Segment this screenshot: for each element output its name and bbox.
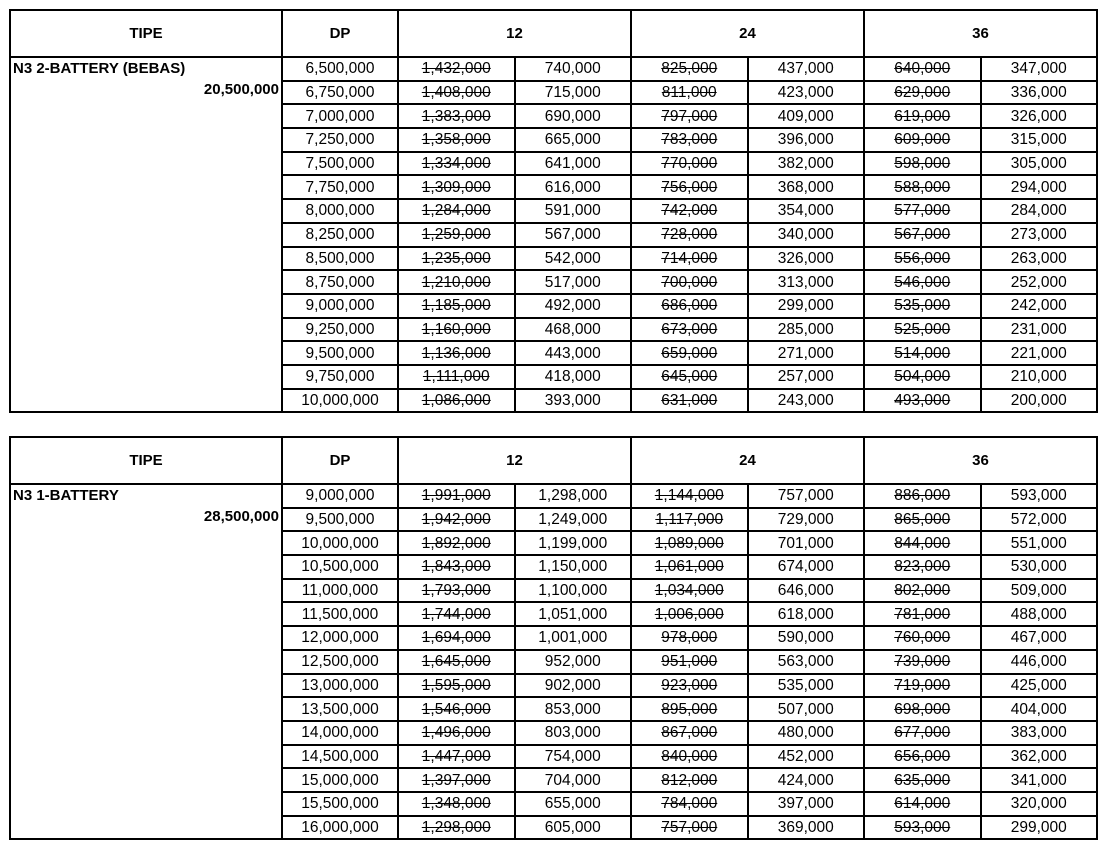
- tenor-36-installment: 336,000: [981, 81, 1098, 105]
- tenor-12-installment: 754,000: [515, 745, 632, 769]
- tenor-12-old-installment: 1,210,000: [398, 270, 515, 294]
- dp-value: 13,000,000: [282, 674, 398, 698]
- tenor-24-old-installment: 783,000: [631, 128, 748, 152]
- tenor-36-old-installment: 546,000: [864, 270, 981, 294]
- tenor-36-installment: 347,000: [981, 57, 1098, 81]
- tenor-24-installment: 423,000: [748, 81, 865, 105]
- dp-value: 10,500,000: [282, 555, 398, 579]
- tenor-12-old-installment: 1,991,000: [398, 484, 515, 508]
- tenor-12-installment: 655,000: [515, 792, 632, 816]
- tenor-36-installment: 200,000: [981, 389, 1098, 413]
- tenor-12-installment: 665,000: [515, 128, 632, 152]
- tenor-12-old-installment: 1,496,000: [398, 721, 515, 745]
- dp-value: 8,250,000: [282, 223, 398, 247]
- header-tenor-24: 24: [631, 437, 864, 484]
- tenor-24-installment: 674,000: [748, 555, 865, 579]
- tenor-36-old-installment: 719,000: [864, 674, 981, 698]
- tenor-24-installment: 757,000: [748, 484, 865, 508]
- tenor-12-installment: 492,000: [515, 294, 632, 318]
- tenor-12-installment: 1,150,000: [515, 555, 632, 579]
- tenor-12-installment: 605,000: [515, 816, 632, 840]
- tenor-36-old-installment: 556,000: [864, 247, 981, 271]
- price-table-n3-1-battery: [9, 436, 1098, 840]
- tenor-12-old-installment: 1,793,000: [398, 579, 515, 603]
- tenor-36-old-installment: 886,000: [864, 484, 981, 508]
- tenor-12-old-installment: 1,111,000: [398, 365, 515, 389]
- tenor-36-installment: 305,000: [981, 152, 1098, 176]
- tenor-24-installment: 369,000: [748, 816, 865, 840]
- tenor-12-old-installment: 1,298,000: [398, 816, 515, 840]
- tenor-12-old-installment: 1,136,000: [398, 341, 515, 365]
- tenor-24-old-installment: 825,000: [631, 57, 748, 81]
- tenor-24-old-installment: 797,000: [631, 104, 748, 128]
- tenor-24-installment: 285,000: [748, 318, 865, 342]
- tenor-12-installment: 1,051,000: [515, 602, 632, 626]
- tenor-36-old-installment: 802,000: [864, 579, 981, 603]
- dp-value: 7,250,000: [282, 128, 398, 152]
- tenor-36-installment: 284,000: [981, 199, 1098, 223]
- header-tenor-24: 24: [631, 10, 864, 57]
- header-tipe: TIPE: [10, 437, 282, 484]
- dp-value: 10,000,000: [282, 389, 398, 413]
- tenor-36-old-installment: 593,000: [864, 816, 981, 840]
- tenor-12-installment: 715,000: [515, 81, 632, 105]
- tenor-24-old-installment: 951,000: [631, 650, 748, 674]
- tenor-24-installment: 299,000: [748, 294, 865, 318]
- tenor-24-installment: 701,000: [748, 531, 865, 555]
- header-row: [10, 437, 1097, 484]
- tipe-cell: [10, 57, 282, 412]
- tenor-24-old-installment: 728,000: [631, 223, 748, 247]
- tenor-24-installment: 243,000: [748, 389, 865, 413]
- tenor-24-old-installment: 757,000: [631, 816, 748, 840]
- tenor-12-installment: 740,000: [515, 57, 632, 81]
- tenor-24-old-installment: 700,000: [631, 270, 748, 294]
- tenor-36-old-installment: 844,000: [864, 531, 981, 555]
- header-tenor-12: 12: [398, 10, 631, 57]
- tenor-24-old-installment: 1,117,000: [631, 508, 748, 532]
- tenor-12-installment: 853,000: [515, 697, 632, 721]
- tenor-36-installment: 530,000: [981, 555, 1098, 579]
- tenor-36-installment: 341,000: [981, 768, 1098, 792]
- tenor-24-installment: 507,000: [748, 697, 865, 721]
- tenor-36-installment: 252,000: [981, 270, 1098, 294]
- dp-value: 6,500,000: [282, 57, 398, 81]
- tenor-24-old-installment: 659,000: [631, 341, 748, 365]
- tenor-36-installment: 273,000: [981, 223, 1098, 247]
- tenor-24-installment: 480,000: [748, 721, 865, 745]
- tenor-24-old-installment: 1,006,000: [631, 602, 748, 626]
- tenor-12-installment: 803,000: [515, 721, 632, 745]
- tenor-36-installment: 362,000: [981, 745, 1098, 769]
- type-price: 20,500,000: [203, 81, 279, 98]
- tenor-24-installment: 618,000: [748, 602, 865, 626]
- tenor-12-old-installment: 1,694,000: [398, 626, 515, 650]
- tenor-36-old-installment: 640,000: [864, 57, 981, 81]
- tenor-24-installment: 397,000: [748, 792, 865, 816]
- tenor-24-old-installment: 673,000: [631, 318, 748, 342]
- tenor-12-installment: 902,000: [515, 674, 632, 698]
- dp-value: 11,500,000: [282, 602, 398, 626]
- tenor-36-old-installment: 588,000: [864, 175, 981, 199]
- dp-value: 8,500,000: [282, 247, 398, 271]
- tenor-24-old-installment: 867,000: [631, 721, 748, 745]
- dp-value: 14,500,000: [282, 745, 398, 769]
- tenor-36-installment: 425,000: [981, 674, 1098, 698]
- header-tipe: TIPE: [10, 10, 282, 57]
- dp-value: 7,000,000: [282, 104, 398, 128]
- tenor-12-installment: 690,000: [515, 104, 632, 128]
- tenor-12-old-installment: 1,432,000: [398, 57, 515, 81]
- price-table-n3-2-battery: [9, 9, 1098, 413]
- tenor-24-installment: 396,000: [748, 128, 865, 152]
- tenor-24-old-installment: 784,000: [631, 792, 748, 816]
- tenor-12-old-installment: 1,334,000: [398, 152, 515, 176]
- tenor-24-old-installment: 756,000: [631, 175, 748, 199]
- tenor-36-installment: 263,000: [981, 247, 1098, 271]
- tenor-12-installment: 1,249,000: [515, 508, 632, 532]
- tenor-36-installment: 467,000: [981, 626, 1098, 650]
- tenor-36-old-installment: 677,000: [864, 721, 981, 745]
- tenor-36-installment: 488,000: [981, 602, 1098, 626]
- tenor-36-old-installment: 635,000: [864, 768, 981, 792]
- tenor-12-old-installment: 1,284,000: [398, 199, 515, 223]
- tenor-24-installment: 340,000: [748, 223, 865, 247]
- dp-value: 12,500,000: [282, 650, 398, 674]
- tenor-36-installment: 242,000: [981, 294, 1098, 318]
- tenor-12-installment: 517,000: [515, 270, 632, 294]
- tenor-36-old-installment: 567,000: [864, 223, 981, 247]
- tenor-12-old-installment: 1,408,000: [398, 81, 515, 105]
- table-row: [10, 484, 1097, 508]
- dp-value: 9,000,000: [282, 484, 398, 508]
- tenor-36-old-installment: 698,000: [864, 697, 981, 721]
- tenor-24-installment: 437,000: [748, 57, 865, 81]
- tenor-12-old-installment: 1,892,000: [398, 531, 515, 555]
- dp-value: 9,500,000: [282, 341, 398, 365]
- tenor-24-installment: 326,000: [748, 247, 865, 271]
- tenor-24-installment: 729,000: [748, 508, 865, 532]
- header-tenor-36: 36: [864, 10, 1097, 57]
- tenor-12-installment: 616,000: [515, 175, 632, 199]
- tenor-12-old-installment: 1,942,000: [398, 508, 515, 532]
- dp-value: 9,500,000: [282, 508, 398, 532]
- tenor-12-old-installment: 1,645,000: [398, 650, 515, 674]
- tenor-12-old-installment: 1,397,000: [398, 768, 515, 792]
- tenor-12-old-installment: 1,358,000: [398, 128, 515, 152]
- tenor-36-old-installment: 629,000: [864, 81, 981, 105]
- dp-value: 8,000,000: [282, 199, 398, 223]
- tenor-36-old-installment: 504,000: [864, 365, 981, 389]
- tenor-12-old-installment: 1,348,000: [398, 792, 515, 816]
- tenor-24-old-installment: 923,000: [631, 674, 748, 698]
- dp-value: 11,000,000: [282, 579, 398, 603]
- tipe-cell: [10, 484, 282, 839]
- tenor-36-installment: 551,000: [981, 531, 1098, 555]
- dp-value: 7,500,000: [282, 152, 398, 176]
- tenor-24-installment: 313,000: [748, 270, 865, 294]
- header-dp: DP: [282, 10, 398, 57]
- tenor-12-installment: 468,000: [515, 318, 632, 342]
- tenor-12-old-installment: 1,383,000: [398, 104, 515, 128]
- dp-value: 15,000,000: [282, 768, 398, 792]
- tenor-24-installment: 354,000: [748, 199, 865, 223]
- tenor-24-installment: 368,000: [748, 175, 865, 199]
- tenor-12-installment: 1,199,000: [515, 531, 632, 555]
- dp-value: 6,750,000: [282, 81, 398, 105]
- tenor-24-old-installment: 895,000: [631, 697, 748, 721]
- dp-value: 16,000,000: [282, 816, 398, 840]
- tenor-12-installment: 418,000: [515, 365, 632, 389]
- tenor-12-old-installment: 1,447,000: [398, 745, 515, 769]
- dp-value: 9,750,000: [282, 365, 398, 389]
- tenor-24-installment: 257,000: [748, 365, 865, 389]
- tenor-12-old-installment: 1,546,000: [398, 697, 515, 721]
- tenor-24-old-installment: 1,144,000: [631, 484, 748, 508]
- tenor-24-installment: 563,000: [748, 650, 865, 674]
- tenor-12-installment: 542,000: [515, 247, 632, 271]
- tenor-36-old-installment: 619,000: [864, 104, 981, 128]
- tenor-12-installment: 704,000: [515, 768, 632, 792]
- dp-value: 8,750,000: [282, 270, 398, 294]
- tenor-12-installment: 443,000: [515, 341, 632, 365]
- tenor-36-installment: 446,000: [981, 650, 1098, 674]
- tenor-12-installment: 567,000: [515, 223, 632, 247]
- tenor-24-installment: 646,000: [748, 579, 865, 603]
- dp-value: 10,000,000: [282, 531, 398, 555]
- tenor-36-old-installment: 656,000: [864, 745, 981, 769]
- tenor-24-installment: 452,000: [748, 745, 865, 769]
- header-tenor-12: 12: [398, 437, 631, 484]
- tenor-36-old-installment: 577,000: [864, 199, 981, 223]
- tenor-24-old-installment: 1,061,000: [631, 555, 748, 579]
- dp-value: 7,750,000: [282, 175, 398, 199]
- tenor-12-old-installment: 1,843,000: [398, 555, 515, 579]
- tenor-12-installment: 393,000: [515, 389, 632, 413]
- type-name: N3 2-BATTERY (BEBAS): [13, 60, 186, 77]
- tenor-12-installment: 1,001,000: [515, 626, 632, 650]
- tenor-36-installment: 326,000: [981, 104, 1098, 128]
- tenor-12-installment: 591,000: [515, 199, 632, 223]
- tenor-24-installment: 424,000: [748, 768, 865, 792]
- tenor-36-installment: 509,000: [981, 579, 1098, 603]
- tenor-36-old-installment: 525,000: [864, 318, 981, 342]
- tenor-12-old-installment: 1,309,000: [398, 175, 515, 199]
- tenor-24-old-installment: 686,000: [631, 294, 748, 318]
- tenor-24-installment: 409,000: [748, 104, 865, 128]
- tenor-36-old-installment: 865,000: [864, 508, 981, 532]
- tenor-24-old-installment: 1,089,000: [631, 531, 748, 555]
- tenor-36-old-installment: 781,000: [864, 602, 981, 626]
- tenor-36-old-installment: 614,000: [864, 792, 981, 816]
- tenor-12-old-installment: 1,185,000: [398, 294, 515, 318]
- tenor-36-installment: 383,000: [981, 721, 1098, 745]
- tenor-12-installment: 641,000: [515, 152, 632, 176]
- dp-value: 15,500,000: [282, 792, 398, 816]
- tenor-12-old-installment: 1,086,000: [398, 389, 515, 413]
- tenor-12-old-installment: 1,595,000: [398, 674, 515, 698]
- dp-value: 14,000,000: [282, 721, 398, 745]
- tenor-24-installment: 590,000: [748, 626, 865, 650]
- tenor-36-installment: 299,000: [981, 816, 1098, 840]
- tenor-24-old-installment: 631,000: [631, 389, 748, 413]
- dp-value: 9,250,000: [282, 318, 398, 342]
- tenor-24-old-installment: 811,000: [631, 81, 748, 105]
- tenor-36-old-installment: 493,000: [864, 389, 981, 413]
- tenor-12-old-installment: 1,259,000: [398, 223, 515, 247]
- tenor-24-old-installment: 812,000: [631, 768, 748, 792]
- tenor-12-installment: 1,100,000: [515, 579, 632, 603]
- tenor-36-old-installment: 598,000: [864, 152, 981, 176]
- tenor-36-installment: 320,000: [981, 792, 1098, 816]
- tenor-36-installment: 210,000: [981, 365, 1098, 389]
- type-name: N3 1-BATTERY: [13, 487, 119, 504]
- type-price: 28,500,000: [203, 508, 279, 525]
- tenor-24-installment: 535,000: [748, 674, 865, 698]
- tenor-24-old-installment: 840,000: [631, 745, 748, 769]
- tenor-36-old-installment: 823,000: [864, 555, 981, 579]
- dp-value: 9,000,000: [282, 294, 398, 318]
- tenor-24-installment: 271,000: [748, 341, 865, 365]
- header-row: [10, 10, 1097, 57]
- tenor-24-old-installment: 714,000: [631, 247, 748, 271]
- tenor-36-old-installment: 609,000: [864, 128, 981, 152]
- tenor-12-old-installment: 1,160,000: [398, 318, 515, 342]
- tenor-36-old-installment: 760,000: [864, 626, 981, 650]
- tenor-36-installment: 231,000: [981, 318, 1098, 342]
- tenor-36-installment: 593,000: [981, 484, 1098, 508]
- dp-value: 13,500,000: [282, 697, 398, 721]
- dp-value: 12,000,000: [282, 626, 398, 650]
- tenor-36-old-installment: 514,000: [864, 341, 981, 365]
- tenor-36-old-installment: 535,000: [864, 294, 981, 318]
- tenor-36-installment: 315,000: [981, 128, 1098, 152]
- tenor-12-old-installment: 1,744,000: [398, 602, 515, 626]
- tenor-12-installment: 1,298,000: [515, 484, 632, 508]
- tenor-36-old-installment: 739,000: [864, 650, 981, 674]
- tenor-24-old-installment: 742,000: [631, 199, 748, 223]
- tenor-36-installment: 294,000: [981, 175, 1098, 199]
- table-row: [10, 57, 1097, 81]
- tenor-36-installment: 572,000: [981, 508, 1098, 532]
- tenor-24-installment: 382,000: [748, 152, 865, 176]
- tenor-24-old-installment: 1,034,000: [631, 579, 748, 603]
- header-dp: DP: [282, 437, 398, 484]
- header-tenor-36: 36: [864, 437, 1097, 484]
- tenor-36-installment: 221,000: [981, 341, 1098, 365]
- tenor-24-old-installment: 978,000: [631, 626, 748, 650]
- tenor-12-old-installment: 1,235,000: [398, 247, 515, 271]
- tenor-24-old-installment: 645,000: [631, 365, 748, 389]
- tenor-24-old-installment: 770,000: [631, 152, 748, 176]
- tenor-36-installment: 404,000: [981, 697, 1098, 721]
- tenor-12-installment: 952,000: [515, 650, 632, 674]
